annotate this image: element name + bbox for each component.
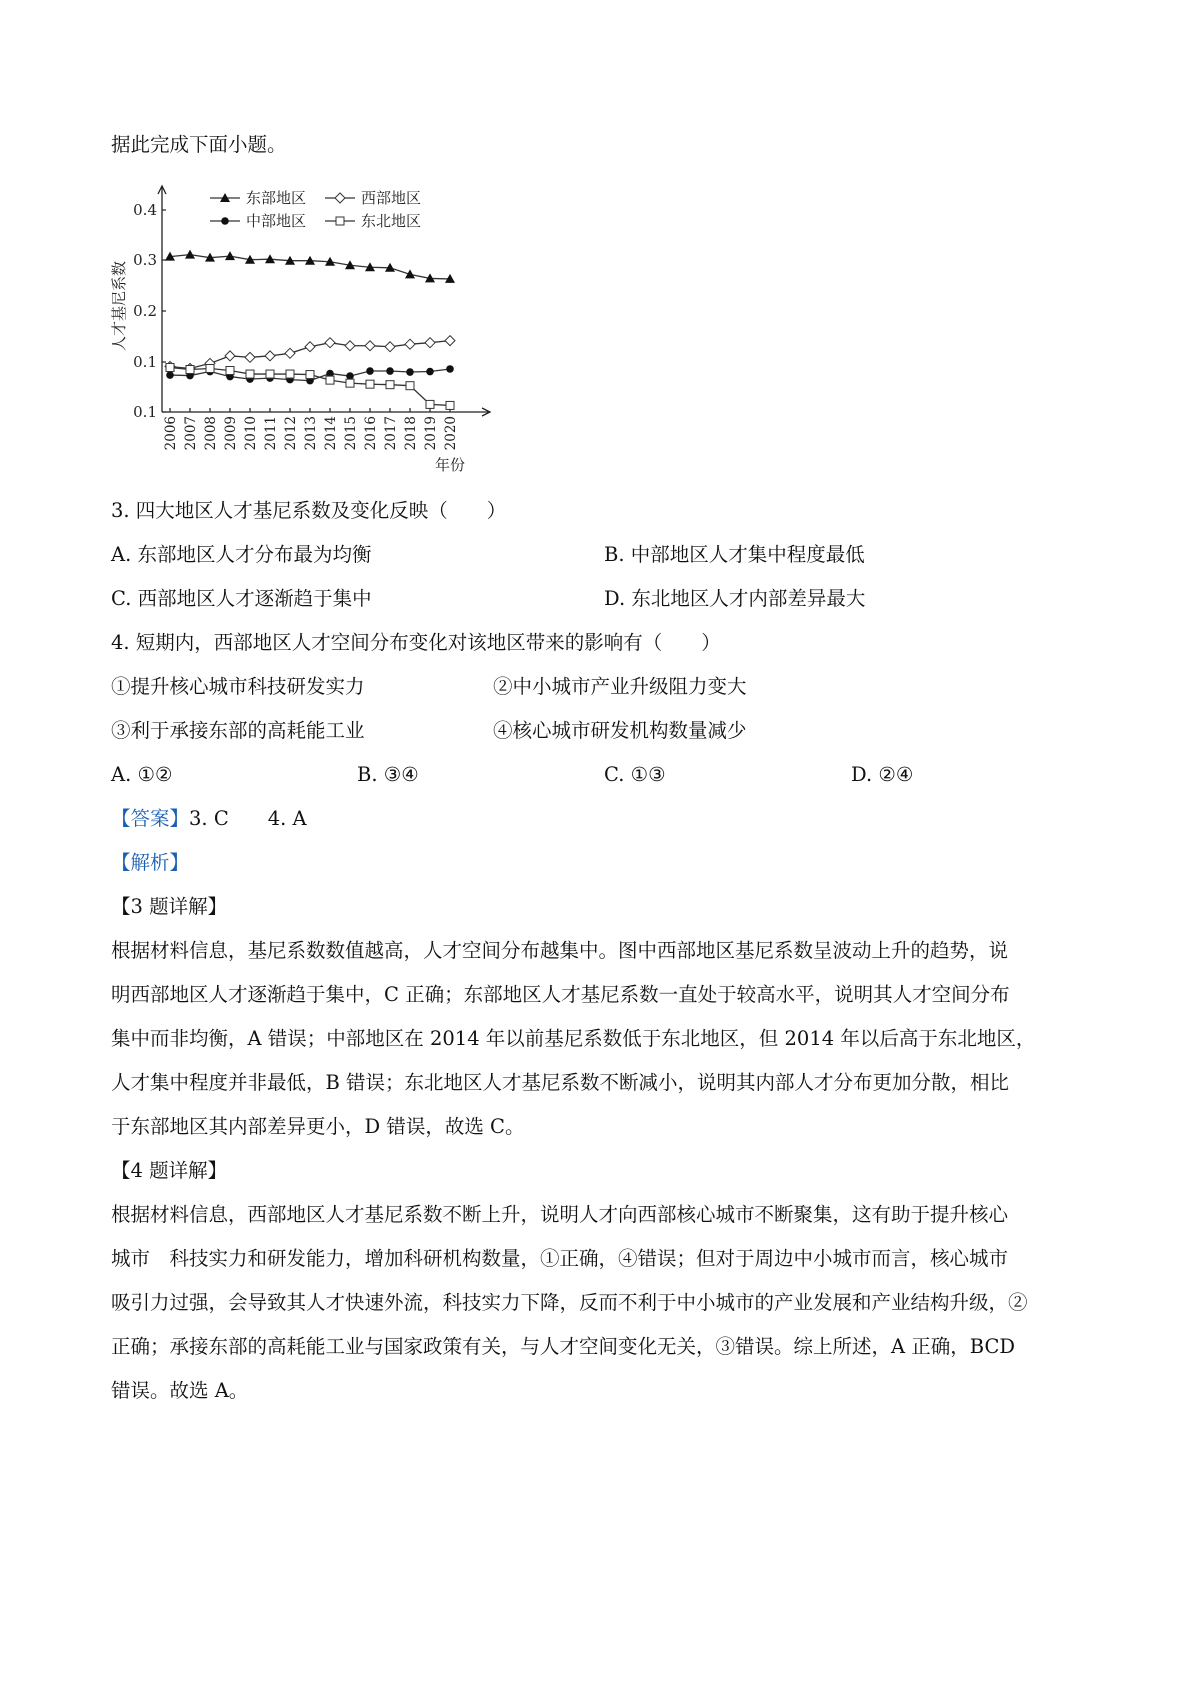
data-point-circle <box>166 371 174 379</box>
x-tick-label: 2013 <box>303 416 319 451</box>
answer-label: 【答案】 <box>111 807 190 830</box>
legend-label: 中部地区 <box>246 212 307 230</box>
q4-item-3: ③利于承接东部的高耗能工业 <box>111 719 365 742</box>
data-point-diamond <box>225 351 235 361</box>
legend-item <box>325 212 421 230</box>
y-tick-label: 0.1 <box>133 403 157 421</box>
data-point-circle <box>426 368 434 376</box>
x-tick-label: 2008 <box>203 416 219 451</box>
q4-option-b[interactable]: B. ③④ <box>357 763 419 786</box>
data-point-square <box>336 217 344 225</box>
q3-option-d[interactable]: D. 东北地区人才内部差异最大 <box>604 587 866 610</box>
legend-item <box>325 189 421 207</box>
data-point-diamond <box>445 336 455 346</box>
legend-label: 西部地区 <box>361 189 422 207</box>
x-tick-label: 2011 <box>263 416 279 451</box>
data-point-square <box>226 367 234 375</box>
detail3-line: 于东部地区其内部差异更小，D 错误，故选 C。 <box>111 1115 525 1138</box>
data-point-diamond <box>365 341 375 351</box>
legend-item <box>210 212 306 230</box>
legend-item <box>210 189 306 207</box>
x-tick-label: 2009 <box>223 416 239 451</box>
data-point-diamond <box>425 338 435 348</box>
x-tick-label: 2006 <box>163 416 179 451</box>
q4-stem: 4. 短期内，西部地区人才空间分布变化对该地区带来的影响有（ ） <box>111 631 721 654</box>
legend-label: 东北地区 <box>361 212 422 230</box>
data-point-diamond <box>385 342 395 352</box>
answer-line <box>111 805 1101 833</box>
q3-option-b[interactable]: B. 中部地区人才集中程度最低 <box>604 543 865 566</box>
analysis-label: 【解析】 <box>111 851 190 874</box>
chart-legend <box>210 189 421 230</box>
y-tick-label: 0.3 <box>133 251 157 269</box>
x-tick-label: 2014 <box>323 416 339 451</box>
intro-text: 据此完成下面小题。 <box>111 133 287 156</box>
chart-axes <box>133 186 490 450</box>
x-tick-label: 2007 <box>183 416 199 451</box>
x-tick-label: 2017 <box>383 416 399 451</box>
data-point-square <box>326 376 334 384</box>
y-tick-label: 0.2 <box>133 302 157 320</box>
q4-option-a[interactable]: A. ①② <box>111 763 173 786</box>
x-tick-label: 2020 <box>443 416 459 451</box>
data-point-diamond <box>265 351 275 361</box>
data-point-circle <box>366 367 374 375</box>
data-point-diamond <box>345 341 355 351</box>
data-point-square <box>306 371 314 379</box>
data-point-square <box>286 370 294 378</box>
talent-gini-chart <box>100 178 520 483</box>
data-point-square <box>426 400 434 408</box>
series-triangle <box>165 250 455 283</box>
data-point-square <box>166 363 174 371</box>
detail3-line: 集中而非均衡，A 错误；中部地区在 2014 年以前基尼系数低于东北地区，但 2014 年以后高于东北地区， <box>111 1027 1036 1050</box>
data-point-square <box>186 365 194 373</box>
data-point-circle <box>406 368 414 376</box>
q4-option-c[interactable]: C. ①③ <box>604 763 666 786</box>
data-point-diamond <box>325 338 335 348</box>
data-point-diamond <box>405 339 415 349</box>
y-axis-label: 人才基尼系数 <box>110 260 128 352</box>
data-point-diamond <box>335 193 345 203</box>
legend-label: 东部地区 <box>246 189 307 207</box>
q4-item-2: ②中小城市产业升级阻力变大 <box>493 675 747 698</box>
data-point-square <box>346 379 354 387</box>
detail3-line: 根据材料信息，基尼系数数值越高，人才空间分布越集中。图中西部地区基尼系数呈波动上升的趋势，说 <box>111 939 1009 962</box>
y-tick-label: 0.4 <box>133 201 157 219</box>
detail4-line: 错误。故选 A。 <box>111 1379 249 1402</box>
detail3-line: 明西部地区人才逐渐趋于集中，C 正确；东部地区人才基尼系数一直处于较高水平，说明其人才空间分布 <box>111 983 1010 1006</box>
y-tick-label: 0.1 <box>133 353 157 371</box>
data-point-triangle <box>185 250 195 259</box>
data-point-diamond <box>245 352 255 362</box>
x-tick-label: 2010 <box>243 416 259 451</box>
x-tick-label: 2018 <box>403 416 419 451</box>
data-point-square <box>206 364 214 372</box>
detail4-label: 【4 题详解】 <box>111 1159 228 1182</box>
data-point-square <box>386 381 394 389</box>
data-point-circle <box>221 217 229 225</box>
data-point-square <box>366 380 374 388</box>
data-point-square <box>446 401 454 409</box>
detail3-label: 【3 题详解】 <box>111 895 228 918</box>
x-axis-label: 年份 <box>434 456 466 474</box>
q3-option-c[interactable]: C. 西部地区人才逐渐趋于集中 <box>111 587 372 610</box>
answer-text: 3. C 4. A <box>189 807 307 830</box>
q4-option-d[interactable]: D. ②④ <box>851 763 914 786</box>
detail4-line: 正确；承接东部的高耗能工业与国家政策有关，与人才空间变化无关，③错误。综上所述，A 正确，BCD <box>111 1335 1016 1358</box>
detail4-line: 城市 科技实力和研发能力，增加科研机构数量，①正确，④错误；但对于周边中小城市而言，核心城市 <box>111 1247 1009 1270</box>
data-point-square <box>266 370 274 378</box>
x-tick-label: 2015 <box>343 416 359 451</box>
x-tick-label: 2019 <box>423 416 439 451</box>
detail3-line: 人才集中程度并非最低，B 错误；东北地区人才基尼系数不断减小，说明其内部人才分布更加分散，相比 <box>111 1071 1010 1094</box>
q4-item-4: ④核心城市研发机构数量减少 <box>493 719 747 742</box>
data-point-circle <box>386 367 394 375</box>
q3-stem: 3. 四大地区人才基尼系数及变化反映（ ） <box>111 499 507 522</box>
detail4-line: 吸引力过强，会导致其人才快速外流，科技实力下降，反而不利于中小城市的产业发展和产业结构升级，② <box>111 1291 1028 1314</box>
x-tick-label: 2012 <box>283 416 299 451</box>
data-point-square <box>246 370 254 378</box>
chart-series <box>165 250 455 410</box>
data-point-diamond <box>285 348 295 358</box>
detail4-line: 根据材料信息，西部地区人才基尼系数不断上升，说明人才向西部核心城市不断聚集，这有助于提升核心 <box>111 1203 1009 1226</box>
data-point-triangle <box>225 251 235 260</box>
x-tick-label: 2016 <box>363 416 379 451</box>
q4-item-1: ①提升核心城市科技研发实力 <box>111 675 365 698</box>
data-point-diamond <box>305 342 315 352</box>
data-point-square <box>406 382 414 390</box>
q3-option-a[interactable]: A. 东部地区人才分布最为均衡 <box>111 543 372 566</box>
data-point-circle <box>446 365 454 373</box>
